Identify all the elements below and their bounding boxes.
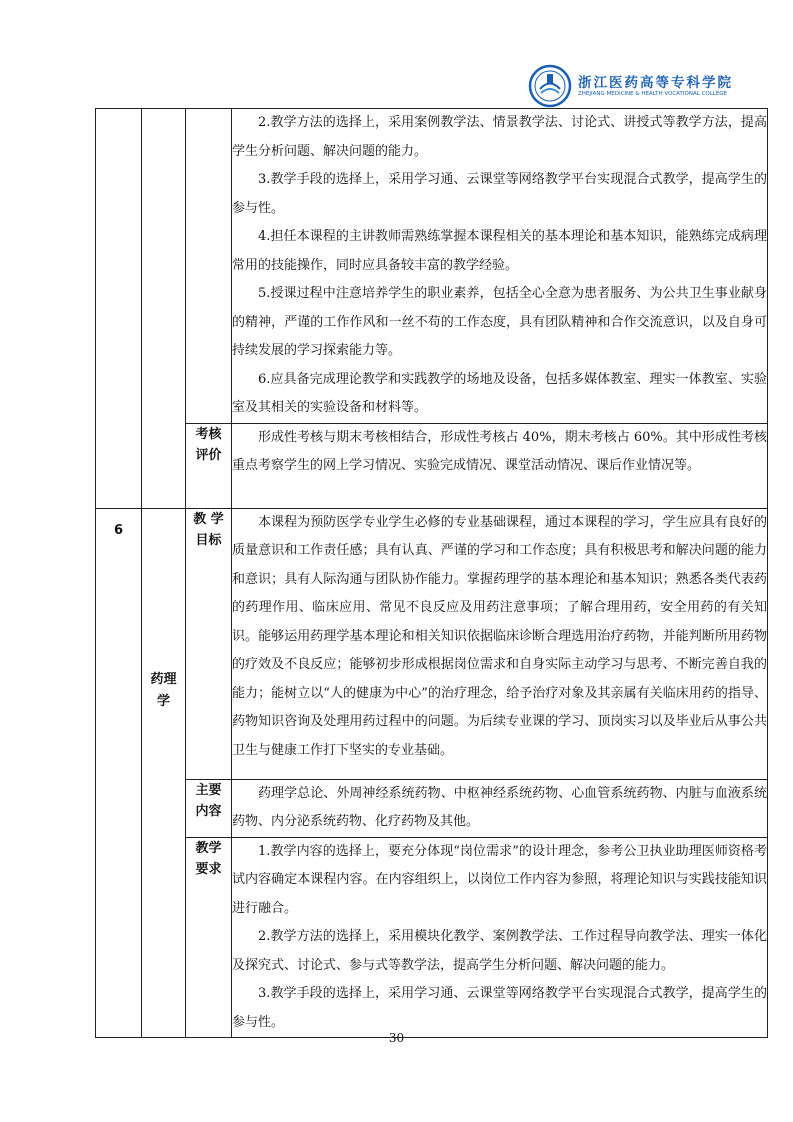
section-body [232, 423, 768, 508]
section-label: 教学 要求 [186, 837, 232, 1038]
table-row [96, 779, 768, 837]
paragraph: 形成性考核与期末考核相结合，形成性考核占 40%，期末考核占 60%。其中形成性考核重点考察学生的网上学习情况、实验完成情况、课堂活动情况、课后作业情况等。 [232, 429, 767, 473]
school-name-en: ZHEJIANG MEDICINE & HEALTH VOCATIONAL COLLEGE [578, 91, 728, 97]
paragraph: 5.授课过程中注意培养学生的职业素养，包括全心全意为患者服务、为公共卫生事业献身的精神，严谨的工作作风和一丝不苟的工作态度，具有团队精神和合作交流意识，以及自身可持续发展的学习探索能力等。 [232, 286, 767, 358]
course-index-cell: 6 [96, 508, 142, 1038]
paragraph: 3.教学手段的选择上，采用学习通、云课堂等网络教学平台实现混合式教学，提高学生的参与性。 [232, 172, 767, 216]
course-name-cell [142, 109, 186, 509]
paragraph: 6.应具备完成理论教学和实践教学的场地及设备，包括多媒体教室、理实一体教室、实验室及其相关的实验设备和材料等。 [232, 371, 767, 415]
section-body [232, 837, 768, 1038]
table-row [96, 837, 768, 1038]
section-label [186, 109, 232, 424]
table-row [96, 423, 768, 508]
paragraph: 药理学总论、外周神经系统药物、中枢神经系统药物、心血管系统药物、内脏与血液系统药物、内分泌系统药物、化疗药物及其他。 [232, 785, 767, 829]
section-body [232, 779, 768, 837]
section-label: 主要 内容 [186, 779, 232, 837]
school-seal-icon [528, 64, 572, 108]
section-body [232, 508, 768, 779]
curriculum-table [95, 108, 768, 1038]
school-name: 浙江医药高等专科学院 [578, 75, 733, 91]
section-label: 教 学 目标 [186, 508, 232, 779]
section-body [232, 109, 768, 424]
paragraph: 本课程为预防医学专业学生必修的专业基础课程，通过本课程的学习，学生应具有良好的质量意识和工作责任感；具有认真、严谨的学习和工作态度；具有积极思考和解决问题的能力和意识；具有人际沟通与团队协作能力。掌握药理学的基本理论和基本知识；熟悉各类代表药的药理作用、临床应用、常见不良反应及用药注意事项；了解合理用药，安全用药的有关知识。能够运用药理学基本理论和相关知识依据临床诊断合理选用治疗药物，并能判断所用药物的疗效及不良反应；能够初步形成根据岗位需求和自身实际主动学习与思考、不断完善自我的能力；能树立以“人的健康为中心”的治疗理念，给予治疗对象及其亲属有关临床用药的指导、药物知识咨询及处理用药过程中的问题。为后续专业课的学习、顶岗实习以及毕业后从事公共卫生与健康工作打下坚实的专业基础。 [232, 514, 767, 758]
course-index-cell [96, 109, 142, 509]
paragraph: 2.教学方法的选择上，采用模块化教学、案例教学法、工作过程导向教学法、理实一体化及探究式、讨论式、参与式等教学法，提高学生分析问题、解决问题的能力。 [232, 929, 767, 973]
section-label: 考核 评价 [186, 423, 232, 508]
paragraph: 3.教学手段的选择上，采用学习通、云课堂等网络教学平台实现混合式教学，提高学生的参与性。 [232, 986, 767, 1030]
header-logo [528, 64, 733, 110]
course-name-cell: 药理 学 [142, 508, 186, 1038]
paragraph: 4.担任本课程的主讲教师需熟练掌握本课程相关的基本理论和基本知识，能熟练完成病理常用的技能操作，同时应具备较丰富的教学经验。 [232, 229, 767, 273]
page-number: 30 [388, 1031, 405, 1045]
paragraph: 2.教学方法的选择上，采用案例教学法、情景教学法、讨论式、讲授式等教学方法，提高学生分析问题、解决问题的能力。 [232, 115, 767, 159]
table-row [96, 508, 768, 779]
table-row [96, 109, 768, 424]
paragraph: 1.教学内容的选择上，要充分体现“岗位需求”的设计理念，参考公卫执业助理医师资格考试内容确定本课程内容。在内容组织上，以岗位工作内容为参照，将理论知识与实践技能知识进行融合。 [232, 843, 767, 916]
